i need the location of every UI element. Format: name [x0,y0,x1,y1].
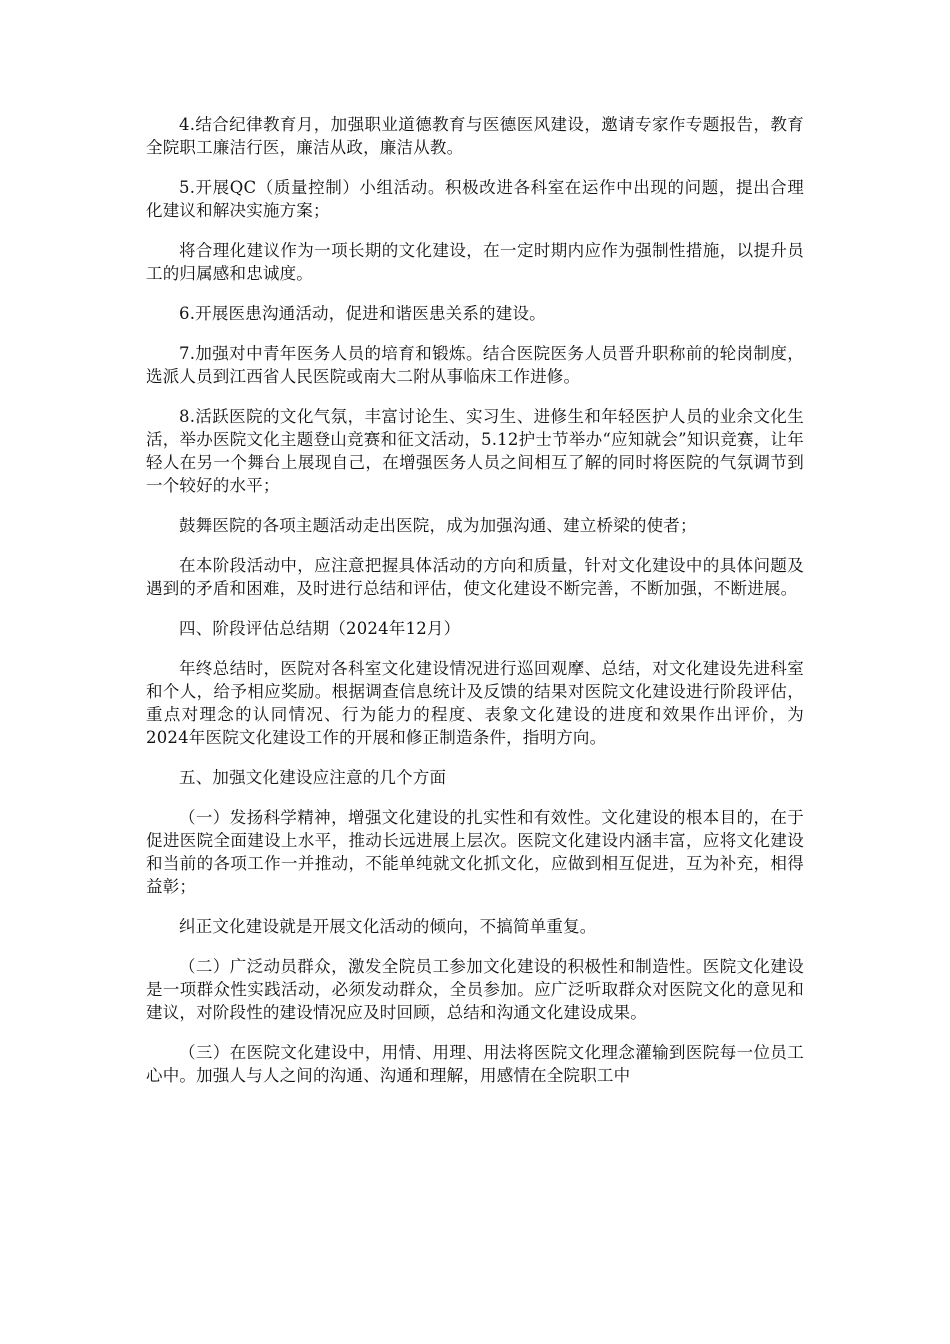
paragraph-item-4: 4.结合纪律教育月，加强职业道德教育与医德医风建设，邀请专家作专题报告，教育全院职工廉洁行医，廉洁从政，廉洁从教。 [146,115,804,157]
paragraph-year-end: 年终总结时，医院对各科室文化建设情况进行巡回观摩、总结，对文化建设先进科室和个人，给予相应奖励。根据调查信息统计及反馈的结果对医院文化建设进行阶段评估，重点对理念的认同情况、行为能力的程度、表象文化建设的进度和效果作出评价，为2024年医院文化建设工作的开展和修正制造条件，指明方向。 [146,659,804,747]
section-heading-4: 四、阶段评估总结期（2024年12月） [179,619,461,638]
paragraph-point-1: （一）发扬科学精神，增强文化建设的扎实性和有效性。文化建设的根本目的，在于促进医院全面建设上水平，推动长远进展上层次。医院文化建设内涵丰富，应将文化建设和当前的各项工作一并推动，不能单纯就文化抓文化，应做到相互促进，互为补充，相得益彰； [146,808,804,896]
section-heading-5: 五、加强文化建设应注意的几个方面 [179,768,447,787]
paragraph-stage-note: 在本阶段活动中，应注意把握具体活动的方向和质量，针对文化建设中的具体问题及遇到的矛盾和困难，及时进行总结和评估，使文化建设不断完善，不断加强，不断进展。 [146,556,804,598]
paragraph-encourage: 鼓舞医院的各项主题活动走出医院，成为加强沟通、建立桥梁的使者； [179,516,697,535]
paragraph-point-2: （二）广泛动员群众，激发全院员工参加文化建设的积极性和制造性。医院文化建设是一项群众性实践活动，必须发动群众，全员参加。应广泛听取群众对医院文化的意见和建议，对阶段性的建设情况应及时回顾，总结和沟通文化建设成果。 [146,957,804,1022]
paragraph-point-3: （三）在医院文化建设中，用情、用理、用法将医院文化理念灌输到医院每一位员工心中。加强人与人之间的沟通、沟通和理解，用感情在全院职工中 [146,1043,804,1085]
paragraph-item-7: 7.加强对中青年医务人员的培育和锻炼。结合医院医务人员晋升职称前的轮岗制度，选派人员到江西省人民医院或南大二附从事临床工作进修。 [146,344,804,386]
paragraph-item-5: 5.开展QC（质量控制）小组活动。积极改进各科室在运作中出现的问题，提出合理化建议和解决实施方案； [146,178,804,220]
paragraph-suggestion: 将合理化建议作为一项长期的文化建设，在一定时期内应作为强制性措施，以提升员工的归属感和忠诚度。 [146,241,804,283]
paragraph-item-6: 6.开展医患沟通活动，促进和谐医患关系的建设。 [179,304,546,323]
document-page [146,113,804,1104]
paragraph-item-8: 8.活跃医院的文化气氛，丰富讨论生、实习生、进修生和年轻医护人员的业余文化生活，举办医院文化主题登山竞赛和征文活动，5.12护士节举办“应知就会”知识竞赛，让年轻人在另一个舞台上展现自己，在增强医务人员之间相互了解的同时将医院的气氛调节到一个较好的水平； [146,407,804,495]
paragraph-correct: 纠正文化建设就是开展文化活动的倾向，不搞简单重复。 [179,917,597,936]
